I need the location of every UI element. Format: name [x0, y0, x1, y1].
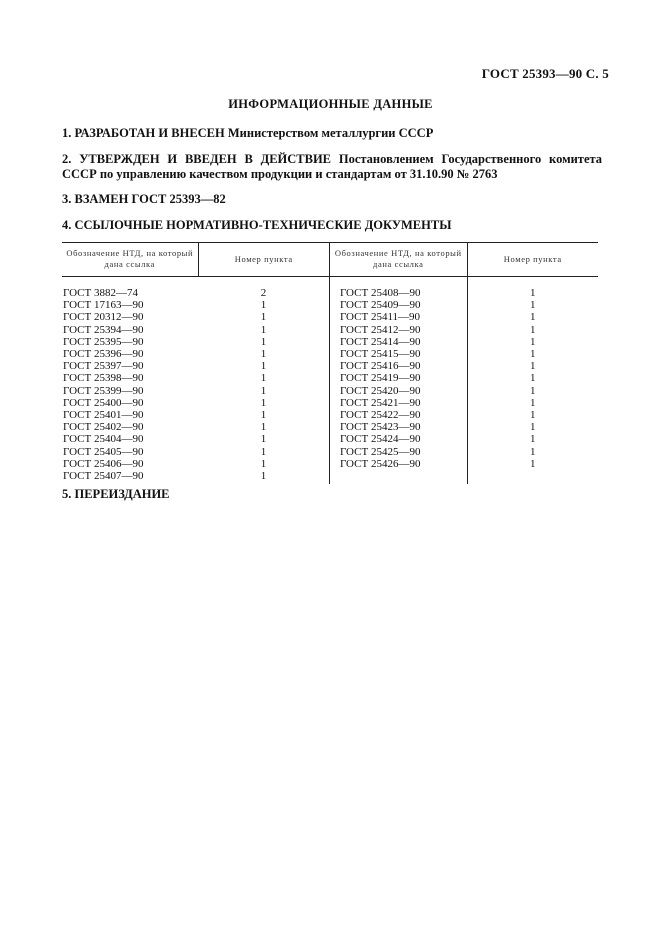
- clause-number: 1: [198, 433, 329, 445]
- clause-number: 1: [198, 336, 329, 348]
- reference-document: ГОСТ 25401—90: [63, 409, 144, 422]
- reference-document: ГОСТ 25397—90: [63, 360, 144, 373]
- reference-document: ГОСТ 25404—90: [63, 433, 144, 446]
- table-header-row: [62, 243, 598, 277]
- clause-number: 1: [198, 360, 329, 372]
- clause-number: 1: [467, 372, 598, 384]
- reference-document: ГОСТ 25394—90: [63, 323, 144, 336]
- reference-document: ГОСТ 25400—90: [63, 396, 144, 409]
- clause-number: 2: [198, 287, 329, 299]
- item-number: 5.: [62, 487, 72, 501]
- item-lead: ВЗАМЕН ГОСТ 25393—82: [74, 192, 226, 206]
- clause-number: 1: [198, 421, 329, 433]
- clause-number: 1: [198, 299, 329, 311]
- table-row: [62, 348, 598, 360]
- reference-document: ГОСТ 25419—90: [329, 372, 467, 384]
- item-lead: УТВЕРЖДЕН И ВВЕДЕН В ДЕЙСТВИЕ: [79, 152, 332, 166]
- table-row: [62, 446, 598, 458]
- column-header-clause: Номер пункта: [198, 243, 329, 277]
- clause-number: 1: [467, 446, 598, 458]
- clause-number: 1: [467, 458, 598, 470]
- clause-number: 1: [198, 470, 329, 484]
- clause-number: 1: [198, 372, 329, 384]
- item-text: Постановлением Государственного комитета СССР по управлению качеством продукции и стандартам от 31.10.90 № 2763: [62, 152, 603, 181]
- clause-number: 1: [198, 458, 329, 470]
- item-lead: РАЗРАБОТАН И ВНЕСЕН: [74, 126, 225, 140]
- clause-number: 1: [467, 348, 598, 360]
- reference-document: ГОСТ 25422—90: [329, 409, 467, 421]
- table-row: [62, 385, 598, 397]
- column-header-document: Обозначение НТД, на который дана ссылка: [329, 243, 467, 277]
- clause-number: 1: [467, 397, 598, 409]
- clause-number: 1: [467, 433, 598, 445]
- reference-document: ГОСТ 25398—90: [63, 372, 144, 385]
- reference-document: ГОСТ 25414—90: [329, 336, 467, 348]
- reference-document: ГОСТ 25425—90: [329, 446, 467, 458]
- table-row: [62, 299, 598, 311]
- info-item-references: [62, 218, 602, 233]
- table-row: [62, 409, 598, 421]
- table-row: [62, 458, 598, 470]
- reference-document: ГОСТ 25407—90: [63, 470, 144, 483]
- page-title: ИНФОРМАЦИОННЫЕ ДАННЫЕ: [228, 97, 433, 111]
- item-lead: ПЕРЕИЗДАНИЕ: [74, 487, 170, 501]
- table-body: [62, 277, 598, 485]
- reference-document: ГОСТ 25406—90: [63, 457, 144, 470]
- item-number: 3.: [62, 192, 72, 206]
- reference-document: ГОСТ 25426—90: [329, 458, 467, 470]
- info-item-developed: [62, 126, 602, 141]
- clause-number: 1: [467, 421, 598, 433]
- item-lead: ССЫЛОЧНЫЕ НОРМАТИВНО-ТЕХНИЧЕСКИЕ ДОКУМЕНТЫ: [74, 218, 452, 232]
- item-text: Министерством металлургии СССР: [227, 126, 434, 140]
- table-row: [62, 336, 598, 348]
- item-number: 1.: [62, 126, 72, 140]
- column-header-clause: Номер пункта: [467, 243, 598, 277]
- reference-document: ГОСТ 25395—90: [63, 335, 144, 348]
- reference-document: ГОСТ 20312—90: [63, 311, 144, 324]
- reference-document: ГОСТ 3882—74: [63, 287, 138, 299]
- clause-number: 1: [467, 324, 598, 336]
- clause-number: 1: [467, 299, 598, 311]
- clause-number: 1: [198, 446, 329, 458]
- table-row: [62, 372, 598, 384]
- clause-number: 1: [198, 397, 329, 409]
- reference-document: ГОСТ 25420—90: [329, 385, 467, 397]
- clause-number: 1: [467, 360, 598, 372]
- item-number: 4.: [62, 218, 72, 232]
- reference-document: ГОСТ 25409—90: [329, 299, 467, 311]
- reference-document: ГОСТ 25396—90: [63, 348, 144, 361]
- info-item-approved: [62, 152, 602, 182]
- table-row: [62, 311, 598, 323]
- column-header-document: Обозначение НТД, на который дана ссылка: [62, 243, 198, 277]
- table-row: [62, 324, 598, 336]
- clause-number: 1: [467, 385, 598, 397]
- reference-document: ГОСТ 25399—90: [63, 384, 144, 397]
- clause-number: 1: [467, 336, 598, 348]
- reference-document: ГОСТ 25405—90: [63, 445, 144, 458]
- reference-document: ГОСТ 25415—90: [329, 348, 467, 360]
- reference-document: ГОСТ 25423—90: [329, 421, 467, 433]
- page-header-reference: ГОСТ 25393—90 С. 5: [481, 66, 609, 81]
- reference-document: ГОСТ 25402—90: [63, 421, 144, 434]
- table-spacer-row: [62, 277, 598, 288]
- table-row: [62, 287, 598, 299]
- reference-document: [329, 470, 467, 484]
- reference-document: ГОСТ 25416—90: [329, 360, 467, 372]
- clause-number: 1: [467, 409, 598, 421]
- reference-document: ГОСТ 17163—90: [63, 299, 144, 312]
- reference-document: ГОСТ 25408—90: [329, 287, 467, 299]
- table-row: [62, 397, 598, 409]
- reference-document: ГОСТ 25411—90: [329, 311, 467, 323]
- clause-number: [467, 470, 598, 484]
- clause-number: 1: [198, 324, 329, 336]
- table-row: [62, 360, 598, 372]
- info-item-replaces: [62, 192, 602, 207]
- clause-number: 1: [467, 287, 598, 299]
- item-number: 2.: [62, 152, 72, 166]
- references-table: [62, 242, 598, 484]
- clause-number: 1: [198, 409, 329, 421]
- clause-number: 1: [467, 311, 598, 323]
- clause-number: 1: [198, 385, 329, 397]
- table-row: [62, 421, 598, 433]
- table-row: [62, 433, 598, 445]
- info-item-reissue: [62, 487, 602, 502]
- reference-document: ГОСТ 25421—90: [329, 397, 467, 409]
- reference-document: ГОСТ 25424—90: [329, 433, 467, 445]
- reference-document: ГОСТ 25412—90: [329, 324, 467, 336]
- table-row: [62, 470, 598, 484]
- clause-number: 1: [198, 311, 329, 323]
- clause-number: 1: [198, 348, 329, 360]
